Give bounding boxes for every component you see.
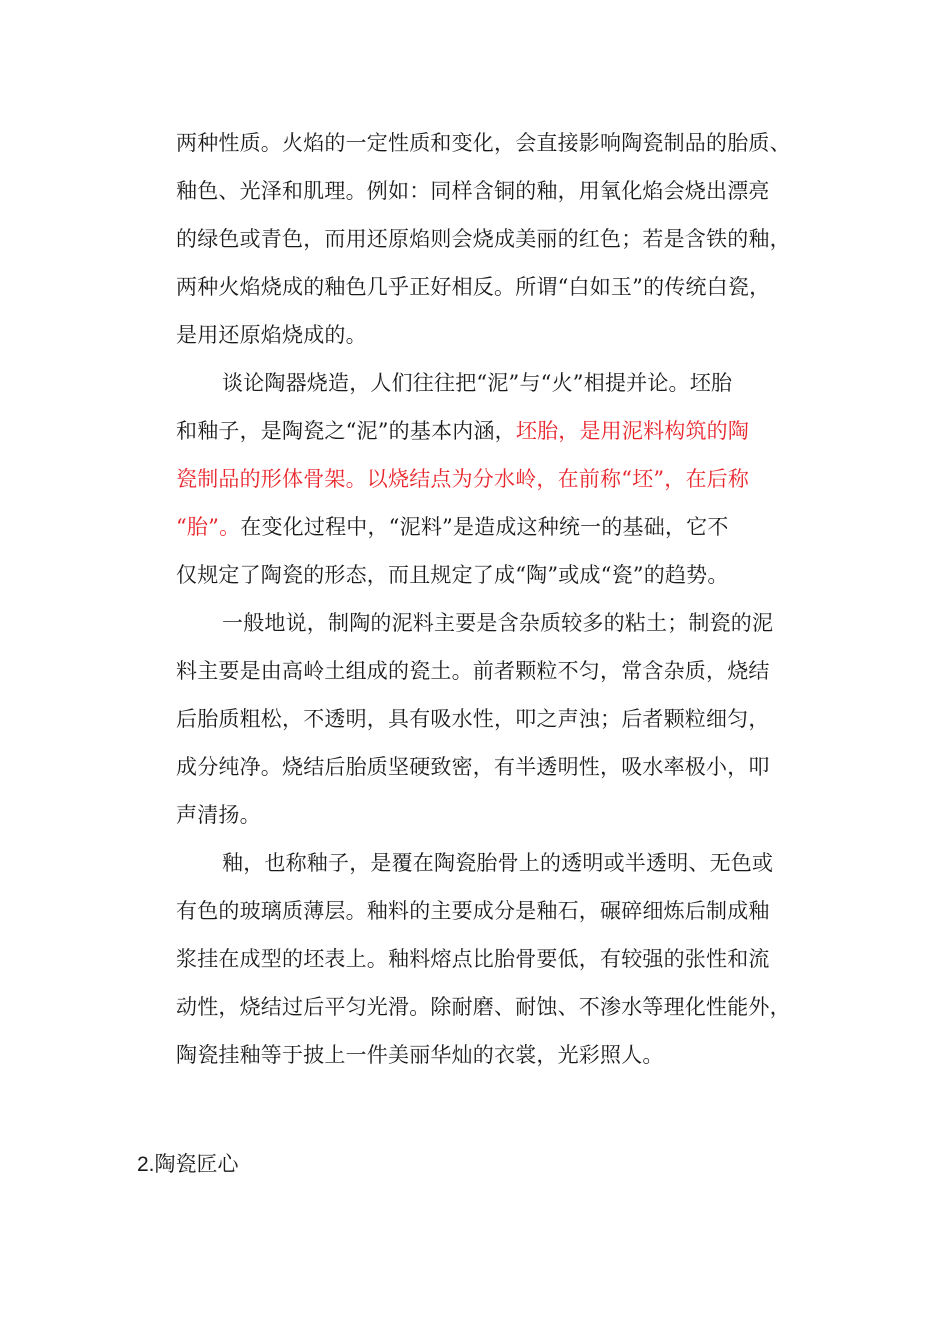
section-heading: 2.陶瓷匠心 bbox=[137, 1153, 239, 1176]
text-run: 两种火焰烧成的釉色几乎正好相反。所谓“白如玉”的传统白瓷， bbox=[176, 275, 771, 299]
paragraph-3-line-5 bbox=[176, 800, 806, 830]
paragraph-1-line-3 bbox=[176, 224, 806, 254]
highlighted-text-run: 坯胎，是用泥料构筑的陶 bbox=[515, 419, 750, 443]
paragraph-2-line-4 bbox=[176, 512, 806, 542]
text-run: 两种性质。火焰的一定性质和变化，会直接影响陶瓷制品的胎质、 bbox=[176, 131, 791, 155]
paragraph-2-line-3 bbox=[176, 464, 806, 494]
text-run: 料主要是由高岭土组成的瓷土。前者颗粒不匀，常含杂质，烧结 bbox=[176, 659, 770, 683]
text-run: 后胎质粗松，不透明，具有吸水性，叩之声浊；后者颗粒细匀， bbox=[176, 707, 770, 731]
text-run: 的绿色或青色，而用还原焰则会烧成美丽的红色；若是含铁的釉， bbox=[176, 227, 791, 251]
text-run: 釉，也称釉子，是覆在陶瓷胎骨上的透明或半透明、无色或 bbox=[222, 851, 774, 875]
paragraph-4-line-1 bbox=[222, 848, 806, 878]
paragraph-2-line-5 bbox=[176, 560, 806, 590]
paragraph-1-line-5 bbox=[176, 320, 806, 350]
paragraph-1-line-1 bbox=[176, 128, 806, 158]
text-run: 有色的玻璃质薄层。釉料的主要成分是釉石，碾碎细炼后制成釉 bbox=[176, 899, 770, 923]
paragraph-4-line-3 bbox=[176, 944, 806, 974]
paragraph-1-line-4 bbox=[176, 272, 806, 302]
text-run: 谈论陶器烧造，人们往往把“泥”与“火”相提并论。坯胎 bbox=[222, 371, 733, 395]
text-run: 仅规定了陶瓷的形态，而且规定了成“陶”或成“瓷”的趋势。 bbox=[176, 563, 729, 587]
paragraph-4-line-2 bbox=[176, 896, 806, 926]
paragraph-3-line-4 bbox=[176, 752, 806, 782]
paragraph-3-line-2 bbox=[176, 656, 806, 686]
highlighted-text-run: 瓷制品的形体骨架。以烧结点为分水岭，在前称“坯”，在后称 bbox=[176, 467, 750, 491]
paragraph-4-line-5 bbox=[176, 1040, 806, 1070]
text-run: 一般地说，制陶的泥料主要是含杂质较多的粘土；制瓷的泥 bbox=[222, 611, 774, 635]
paragraph-1-line-2 bbox=[176, 176, 806, 206]
paragraph-2-line-2 bbox=[176, 416, 806, 446]
paragraph-3-line-3 bbox=[176, 704, 806, 734]
text-run: 陶瓷挂釉等于披上一件美丽华灿的衣裳，光彩照人。 bbox=[176, 1043, 664, 1067]
text-run: 成分纯净。烧结后胎质坚硬致密，有半透明性，吸水率极小，叩 bbox=[176, 755, 770, 779]
text-run: 在变化过程中，“泥料”是造成这种统一的基础，它不 bbox=[240, 515, 729, 539]
text-run: 是用还原焰烧成的。 bbox=[176, 323, 367, 347]
paragraph-2-line-1 bbox=[222, 368, 806, 398]
text-run: 和釉子，是陶瓷之“泥”的基本内涵， bbox=[176, 419, 516, 443]
paragraph-3-line-1 bbox=[222, 608, 806, 638]
highlighted-text-run: “胎”。 bbox=[176, 515, 241, 539]
text-run: 声清扬。 bbox=[176, 803, 261, 827]
text-run: 釉色、光泽和肌理。例如：同样含铜的釉，用氧化焰会烧出漂亮 bbox=[176, 179, 770, 203]
text-run: 动性，烧结过后平匀光滑。除耐磨、耐蚀、不渗水等理化性能外， bbox=[176, 995, 791, 1019]
paragraph-4-line-4 bbox=[176, 992, 806, 1022]
text-run: 浆挂在成型的坯表上。釉料熔点比胎骨要低，有较强的张性和流 bbox=[176, 947, 770, 971]
